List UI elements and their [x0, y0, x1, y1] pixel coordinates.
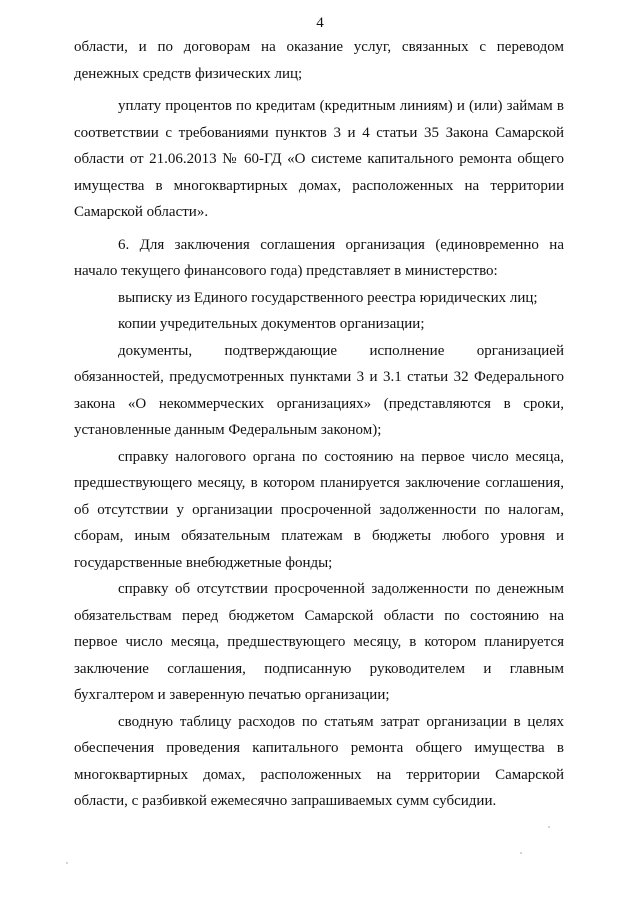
scan-speck: [66, 862, 68, 864]
paragraph-section-6: 6. Для заключения соглашения организация (единовременно на начало текущего финансового года) представляет в министерство:: [74, 236, 564, 279]
scan-speck: [548, 826, 550, 828]
paragraph-continuation: области, и по договорам на оказание услуг, связанных с переводом денежных средств физических лиц;: [74, 39, 564, 82]
scan-speck: [520, 852, 522, 854]
paragraph-tax-certificate: справку налогового органа по состоянию на первое число месяца, предшествующего месяцу, в котором планируется заключение соглашения, об отсутствии у организации просроченной задолженности по налогам, сборам, иным обязательным платежам в бюджеты любого уровня и государственные внебюджетные фонды;: [74, 448, 564, 571]
paragraph-confirming-documents: документы, подтверждающие исполнение организацией обязанностей, предусмотренных пунктами 3 и 3.1 статьи 32 Федерального закона «О некоммерческих организациях» (представляются в сроки, установленные данным Федеральным законом);: [74, 342, 564, 438]
paragraph-budget-debt-certificate: справку об отсутствии просроченной задолженности по денежным обязательствам перед бюджетом Самарской области по состоянию на первое число месяца, предшествующего месяцу, в котором планируется заключение соглашения, подписанную руководителем и главным бухгалтером и заверенную печатью организации;: [74, 581, 564, 703]
paragraph-founding-documents: копии учредительных документов организации;: [118, 316, 425, 332]
page-number: 4: [316, 15, 324, 31]
paragraph-interest-payment: уплату процентов по кредитам (кредитным линиям) и (или) займам в соответствии с требованиями пунктов 3 и 4 статьи 35 Закона Самарской области от 21.06.2013 № 60-ГД «О системе капитального ремонта общего имущества в многоквартирных домах, расположенных на территории Самарской области».: [74, 98, 564, 220]
paragraph-registry-extract: выписку из Единого государственного реестра юридических лиц;: [118, 289, 538, 306]
document-body: [74, 34, 564, 815]
paragraph-expense-table: сводную таблицу расходов по статьям затрат организации в целях обеспечения проведения капитального ремонта общего имущества в многоквартирных домах, расположенных на территории Самарской области, с разбивкой ежемесячно запрашиваемых сумм субсидии.: [74, 713, 564, 809]
